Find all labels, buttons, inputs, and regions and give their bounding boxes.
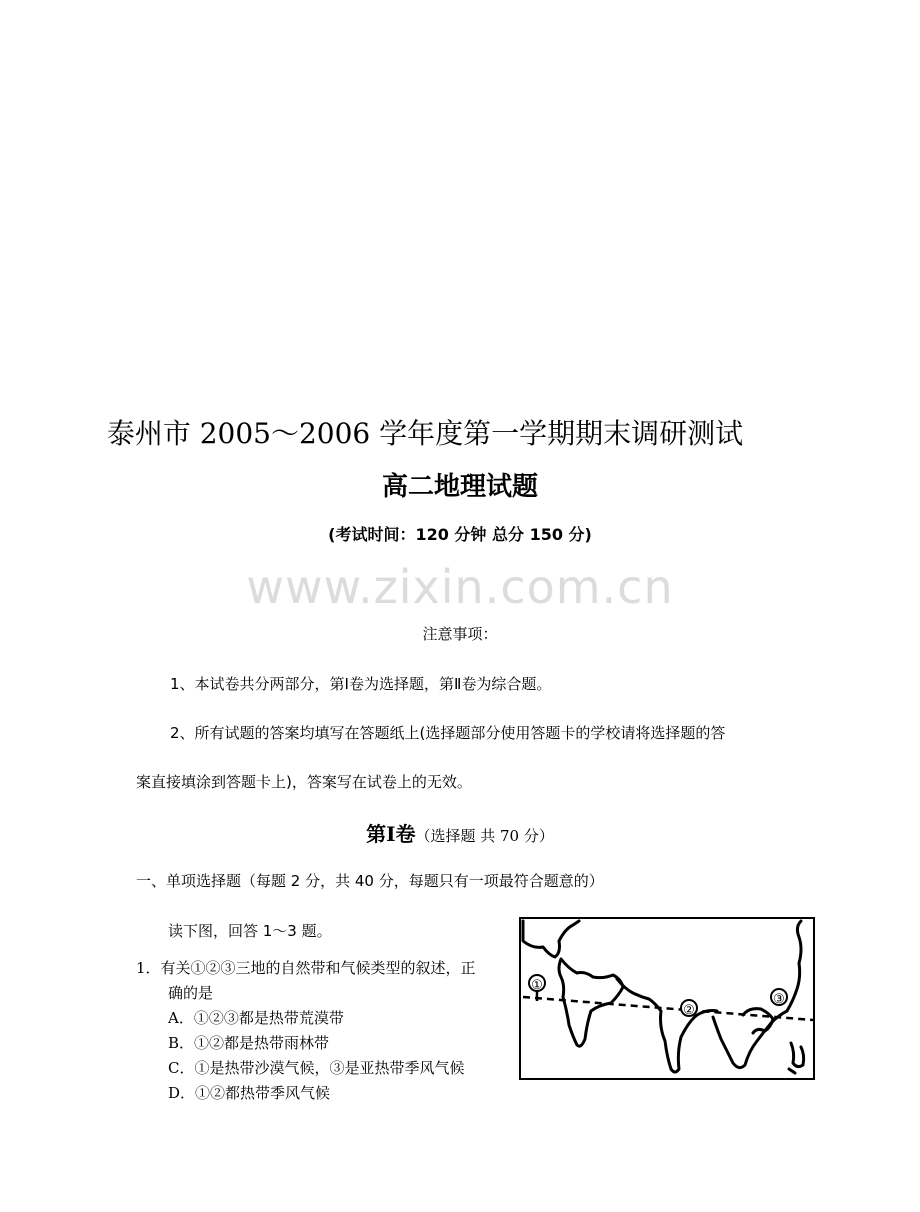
question-1-stem-line1: 1．有关①②③三地的自然带和气候类型的叙述，正 xyxy=(136,959,476,977)
exam-title: 泰州市 2005～2006 学年度第一学期期末调研测试 xyxy=(106,417,744,450)
marker-1-label: ① xyxy=(531,978,543,993)
question-1-option-a: A．①②③都是热带荒漠带 xyxy=(168,1009,344,1027)
marker-2-label: ② xyxy=(683,1003,695,1018)
part-1-heading xyxy=(0,818,920,847)
map-drawing xyxy=(521,919,813,1078)
watermark: www.zixin.com.cn xyxy=(246,560,674,614)
exam-subject-title: 高二地理试题 xyxy=(381,472,538,502)
notice-item-1: 1、本试卷共分两部分，第Ⅰ卷为选择题，第Ⅱ卷为综合题。 xyxy=(170,675,552,693)
part-1-note: （选择题 共 70 分） xyxy=(415,827,554,845)
coastlines xyxy=(523,921,804,1073)
exam-time-info: (考试时间：120 分钟 总分 150 分) xyxy=(328,525,592,544)
question-1-option-d: D．①②都热带季风气候 xyxy=(168,1084,331,1102)
notice-title: 注意事项： xyxy=(422,625,498,643)
section-1-title: 一、单项选择题（每题 2 分，共 40 分，每题只有一项最符合题意的） xyxy=(136,872,604,890)
notice-item-2-line1: 2、所有试题的答案均填写在答题纸上(选择题部分使用答题卡的学校请将选择题的答 xyxy=(170,724,726,742)
read-prompt: 读下图，回答 1～3 题。 xyxy=(168,922,332,940)
map-figure xyxy=(519,917,815,1080)
question-1-option-c: C．①是热带沙漠气候，③是亚热带季风气候 xyxy=(168,1059,465,1077)
question-1-stem-line2: 确的是 xyxy=(168,984,214,1002)
notice-item-2-line2: 案直接填涂到答题卡上)，答案写在试卷上的无效。 xyxy=(136,773,472,791)
question-1-option-b: B．①②都是热带雨林带 xyxy=(168,1034,330,1052)
marker-3-label: ③ xyxy=(773,992,785,1007)
part-1-title: 第Ⅰ卷 xyxy=(366,822,416,846)
question-1 xyxy=(136,956,506,1106)
